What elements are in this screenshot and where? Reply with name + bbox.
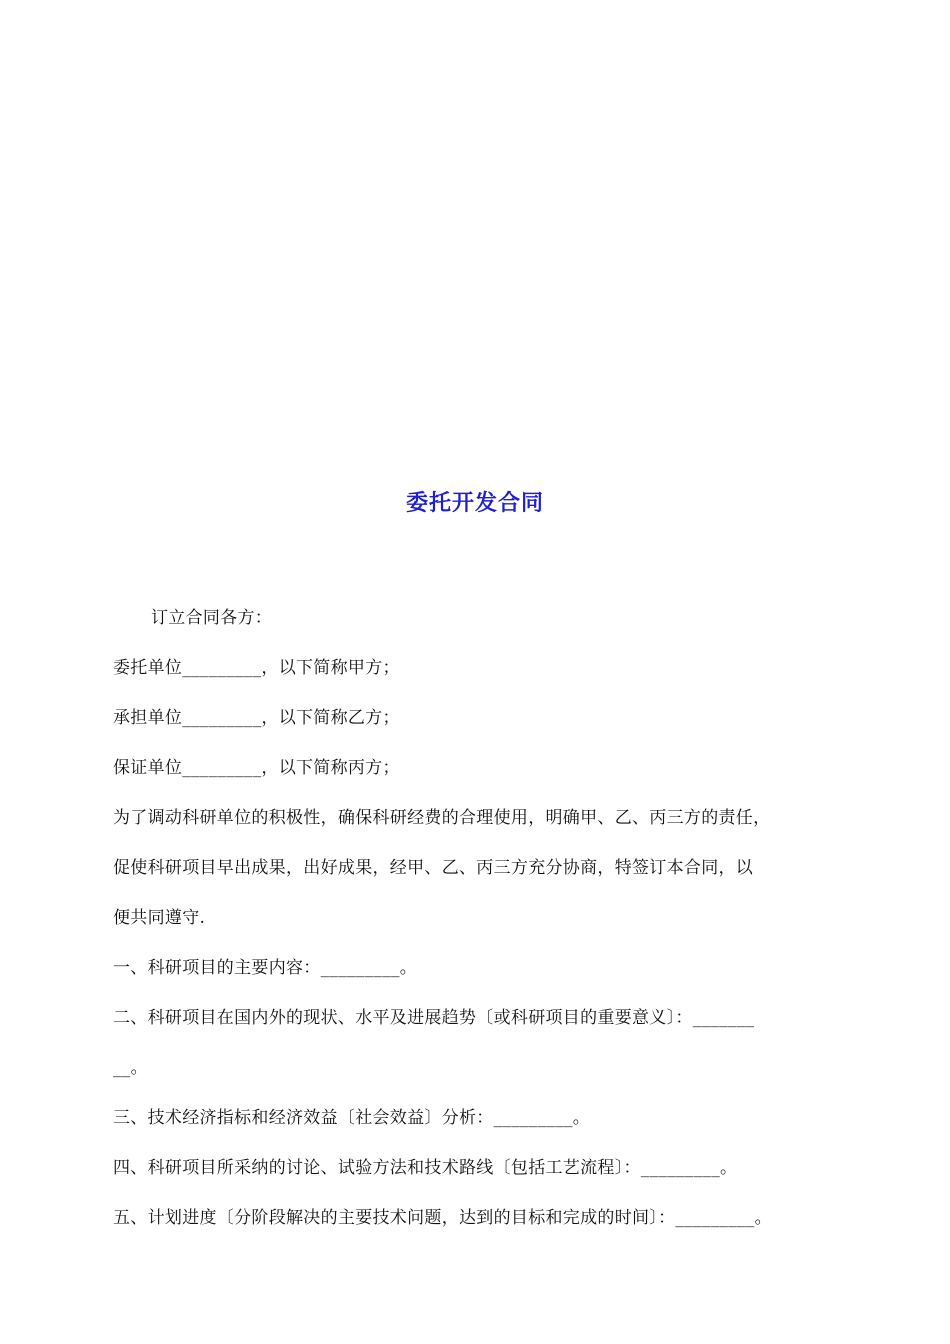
- party-c-line: 保证单位_________，以下简称丙方；: [113, 758, 400, 778]
- clause-1: 一、科研项目的主要内容：_________。: [113, 958, 418, 978]
- document-title: 委托开发合同: [405, 491, 544, 516]
- clause-4: 四、科研项目所采纳的讨论、试验方法和技术路线〔包括工艺流程〕：_________。: [113, 1158, 738, 1178]
- clause-2-line-1: 二、科研项目在国内外的现状、水平及进展趋势〔或科研项目的重要意义〕：_______: [113, 1008, 755, 1028]
- party-a-line: 委托单位_________，以下简称甲方；: [113, 658, 400, 678]
- clause-5: 五、计划进度〔分阶段解决的主要技术问题，达到的目标和完成的时间〕：_________。: [113, 1208, 772, 1228]
- clause-2-line-2: __。: [113, 1058, 148, 1078]
- parties-heading: 订立合同各方：: [151, 608, 273, 628]
- party-b-line: 承担单位_________，以下简称乙方；: [113, 708, 400, 728]
- preamble-line-2: 促使科研项目早出成果，出好成果，经甲、乙、丙三方充分协商，特签订本合同，以: [113, 858, 754, 878]
- preamble-line-3: 便共同遵守.: [113, 908, 206, 928]
- preamble-line-1: 为了调动科研单位的积极性，确保科研经费的合理使用，明确甲、乙、丙三方的责任，: [113, 808, 771, 828]
- clause-3: 三、技术经济指标和经济效益〔社会效益〕分析：_________。: [113, 1108, 591, 1128]
